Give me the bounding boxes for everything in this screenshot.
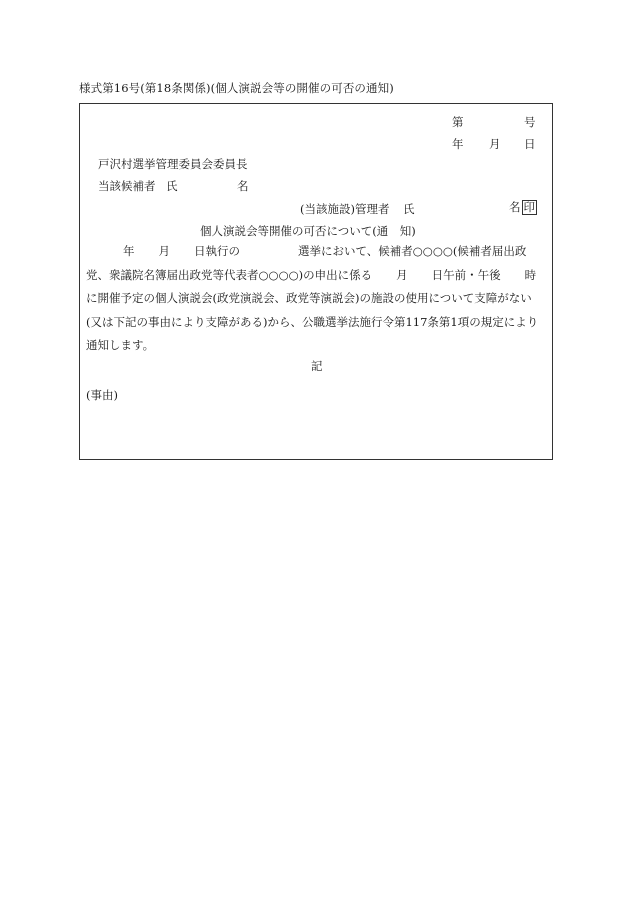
reason-label: (事由): [86, 388, 118, 402]
form-title: 様式第16号(第18条関係)(個人演説会等の開催の可否の通知): [79, 81, 394, 95]
body-month: 月: [158, 244, 170, 258]
body-line-2-text: 党、衆議院名簿届出政党等代表者○○○○)の申出に係る: [86, 267, 373, 282]
number-prefix: 第: [452, 115, 464, 129]
manager-name-seal: [509, 199, 537, 215]
date-day: 日: [524, 137, 536, 151]
notice-frame: [79, 103, 553, 460]
body-line-2-day: 日午前・午後: [431, 267, 501, 282]
body-line-2: [86, 264, 548, 288]
seal-mark: 印: [523, 200, 535, 214]
body-line-5: 通知します。: [86, 338, 155, 352]
body-day: 日執行の: [194, 244, 240, 258]
body-year: 年: [123, 244, 135, 258]
body-line-1-rest: 選挙において、候補者○○○○(候補者届出政: [298, 244, 527, 258]
manager-shi: 氏: [403, 202, 415, 216]
candidate-mei: 名: [237, 179, 249, 193]
manager-mei: 名: [509, 200, 521, 214]
notice-subject: 個人演説会等開催の可否について(通 知): [200, 224, 416, 238]
notice-body: [86, 240, 548, 358]
body-line-2-month: 月: [396, 267, 408, 282]
manager-label: (当該施設)管理者: [300, 202, 390, 216]
date-month: 月: [489, 137, 501, 151]
body-line-4: (又は下記の事由により支障がある)から、公職選挙法施行令第117条第1項の規定により: [86, 314, 539, 329]
body-line-3: に開催予定の個人演説会(政党演説会、政党等演説会)の施設の使用について支障がない: [86, 291, 532, 305]
body-line-1: [86, 240, 548, 264]
committee-chair: 戸沢村選挙管理委員会委員長: [98, 157, 248, 171]
date-year: 年: [452, 137, 464, 151]
ki-mark: 記: [311, 359, 323, 373]
candidate-shi: 氏: [166, 179, 178, 193]
candidate-label: 当該候補者: [98, 179, 156, 193]
body-line-2-hour: 時: [524, 267, 537, 282]
number-suffix: 号: [524, 115, 536, 129]
